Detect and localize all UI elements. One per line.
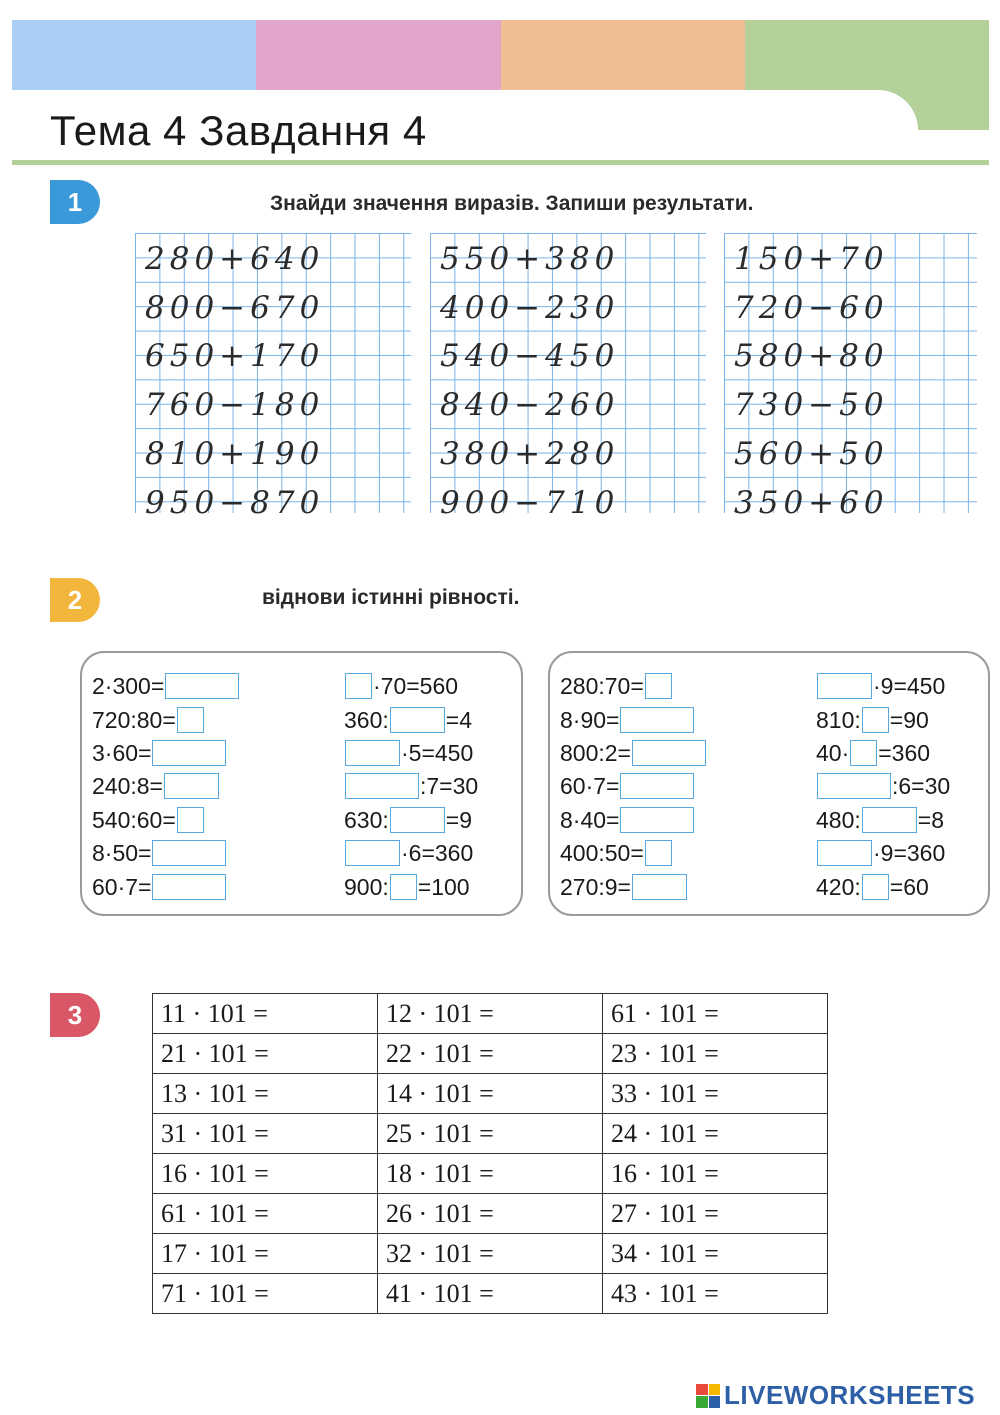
equation-part-after: :6=30 [892,772,951,799]
equation [560,872,688,902]
grid-paper-column-3 [724,233,977,521]
expression-text: 540−450 [440,338,620,375]
page-title: Тема 4 Завдання 4 [50,107,427,154]
answer-box[interactable] [152,840,226,866]
table-row [153,1074,828,1114]
equation-part-after: =100 [417,873,470,900]
table-cell: 11 · 101 = [153,994,378,1034]
equations-panel-2 [548,651,990,916]
expression-text: 950−870 [145,484,325,521]
equation-part-after: =90 [889,706,929,733]
answer-box[interactable] [620,707,694,733]
equation-part-after: :7=30 [420,772,479,799]
equation-part-after: ·9=450 [873,672,946,699]
brand-cube-icon [696,1384,720,1408]
equation [816,872,929,902]
expression-text: 650+170 [145,338,325,375]
answer-box[interactable] [390,874,417,900]
answer-box[interactable] [345,673,372,699]
table-cell: 25 · 101 = [378,1114,603,1154]
table-cell: 17 · 101 = [153,1234,378,1274]
equation [344,671,458,701]
expression-text: 400−230 [440,289,620,326]
equation [560,671,673,701]
table-row [153,1114,828,1154]
task-3-badge: 3 [50,993,100,1037]
table-row [153,1154,828,1194]
expression-text: 760−180 [145,387,325,424]
task-1-instruction: Знайди значення виразів. Запиши результати. [270,192,754,215]
equation-part-before: 810: [816,706,861,733]
table-cell: 21 · 101 = [153,1034,378,1074]
answer-box[interactable] [817,773,891,799]
expression-row [135,473,411,522]
equation-part-before: 8·90= [560,706,620,733]
equation [92,738,227,768]
equation-part-after: =4 [445,706,472,733]
expression-text: 380+280 [440,435,620,472]
equation [344,738,473,768]
answer-box[interactable] [390,807,445,833]
equation-part-before: 8·50= [92,839,152,866]
equation-part-after: =360 [878,739,931,766]
brand-name: LIVEWORKSHEETS [724,1380,976,1410]
answer-box[interactable] [177,707,204,733]
answer-box[interactable] [152,874,226,900]
expression-row [724,327,977,376]
equation-part-before: 240:8= [92,772,163,799]
expression-row [430,278,706,327]
equation-part-after: =9 [445,806,472,833]
expression-row [135,375,411,424]
expression-row [724,375,977,424]
table-row [153,994,828,1034]
answer-box[interactable] [632,740,706,766]
table-cell: 31 · 101 = [153,1114,378,1154]
header-color-bar [12,20,989,90]
task-1-badge: 1 [50,180,100,224]
table-cell: 34 · 101 = [603,1234,828,1274]
answer-box[interactable] [645,673,672,699]
answer-box[interactable] [862,874,889,900]
brand-logo [696,1380,975,1411]
expression-text: 560+50 [734,435,889,472]
equation [560,838,673,868]
color-segment-orange [501,20,745,90]
expression-row [135,229,411,278]
equation-part-after: ·9=360 [873,839,946,866]
equation [344,705,472,735]
equations-panel-1 [80,651,523,916]
equation-part-before: 360: [344,706,389,733]
color-segment-green [745,20,989,90]
equation-part-after: =60 [889,873,929,900]
equation-part-before: 40· [816,739,850,766]
equation-part-before: 270:9= [560,873,631,900]
expression-text: 350+60 [734,484,889,521]
equation-part-before: 480: [816,806,861,833]
answer-box[interactable] [817,673,872,699]
table-cell: 61 · 101 = [603,994,828,1034]
table-row [153,1034,828,1074]
table-cell: 14 · 101 = [378,1074,603,1114]
answer-box[interactable] [862,807,917,833]
equation-part-before: 630: [344,806,389,833]
expression-row [724,424,977,473]
equation-part-before: 2·300= [92,672,165,699]
equation [92,671,240,701]
expression-row [724,278,977,327]
equation-part-after: ·6=360 [401,839,474,866]
answer-box[interactable] [645,840,672,866]
multiplication-table [152,993,828,1314]
equation [560,805,695,835]
expression-row [430,424,706,473]
answer-box[interactable] [862,707,889,733]
expression-row [430,229,706,278]
table-cell: 71 · 101 = [153,1274,378,1314]
equation [344,872,470,902]
expression-text: 800−670 [145,289,325,326]
answer-box[interactable] [390,707,445,733]
answer-box[interactable] [177,807,204,833]
table-row [153,1234,828,1274]
equation [816,838,945,868]
equation-part-after: ·70=560 [373,672,459,699]
table-cell: 18 · 101 = [378,1154,603,1194]
answer-box[interactable] [620,807,694,833]
expression-text: 730−50 [734,387,889,424]
equation-part-after: =8 [917,806,944,833]
expression-row [135,424,411,473]
answer-box[interactable] [850,740,877,766]
expression-row [135,327,411,376]
answer-box[interactable] [345,773,419,799]
answer-box[interactable] [152,740,226,766]
header-corner-curve [868,90,918,130]
task-2-badge: 2 [50,578,100,622]
equation-part-before: 3·60= [92,739,152,766]
table-cell: 24 · 101 = [603,1114,828,1154]
expression-row [430,327,706,376]
table-row [153,1194,828,1234]
equation [560,738,707,768]
grid-paper-column-2 [430,233,706,521]
equation-part-before: 900: [344,873,389,900]
answer-box[interactable] [620,773,694,799]
color-segment-blue [12,20,256,90]
table-cell: 41 · 101 = [378,1274,603,1314]
answer-box[interactable] [817,840,872,866]
expression-text: 150+70 [734,240,889,277]
equation [560,705,695,735]
expression-row [724,229,977,278]
table-cell: 33 · 101 = [603,1074,828,1114]
table-cell: 23 · 101 = [603,1034,828,1074]
grid-paper-column-1 [135,233,411,521]
table-cell: 26 · 101 = [378,1194,603,1234]
table-cell: 13 · 101 = [153,1074,378,1114]
equation-part-before: 400:50= [560,839,644,866]
equation [816,671,945,701]
task-2-instruction: віднови істинні рівності. [262,586,520,609]
equation-part-before: 60·7= [560,772,620,799]
expression-row [724,473,977,522]
expression-text: 900−710 [440,484,620,521]
equation [92,838,227,868]
table-cell: 61 · 101 = [153,1194,378,1234]
expression-row [135,278,411,327]
equation-part-before: 800:2= [560,739,631,766]
table-cell: 16 · 101 = [153,1154,378,1194]
expression-text: 720−60 [734,289,889,326]
equation-part-after: ·5=450 [401,739,474,766]
equation [560,771,695,801]
expression-row [430,473,706,522]
expression-text: 840−260 [440,387,620,424]
equation [92,805,205,835]
expression-text: 810+190 [145,435,325,472]
table-cell: 22 · 101 = [378,1034,603,1074]
table-cell: 32 · 101 = [378,1234,603,1274]
equation [816,771,950,801]
answer-box[interactable] [345,740,400,766]
equation [816,738,930,768]
answer-box[interactable] [632,874,687,900]
equation-part-before: 60·7= [92,873,152,900]
equation [816,805,944,835]
table-cell: 27 · 101 = [603,1194,828,1234]
expression-text: 580+80 [734,338,889,375]
expression-text: 280+640 [145,240,325,277]
header-corner-block [918,90,989,130]
equation-part-before: 280:70= [560,672,644,699]
table-row [153,1274,828,1314]
answer-box[interactable] [164,773,219,799]
equation [816,705,929,735]
answer-box[interactable] [345,840,400,866]
equation [344,805,472,835]
table-cell: 43 · 101 = [603,1274,828,1314]
table-cell: 16 · 101 = [603,1154,828,1194]
equation [92,705,205,735]
equation [344,838,473,868]
expression-text: 550+380 [440,240,620,277]
table-cell: 12 · 101 = [378,994,603,1034]
equation-part-before: 540:60= [92,806,176,833]
equation-part-before: 720:80= [92,706,176,733]
equation-part-before: 420: [816,873,861,900]
equation [344,771,478,801]
color-segment-pink [256,20,500,90]
equation-part-before: 8·40= [560,806,620,833]
equation [92,771,220,801]
equation [92,872,227,902]
header-divider [12,160,989,165]
answer-box[interactable] [165,673,239,699]
expression-row [430,375,706,424]
